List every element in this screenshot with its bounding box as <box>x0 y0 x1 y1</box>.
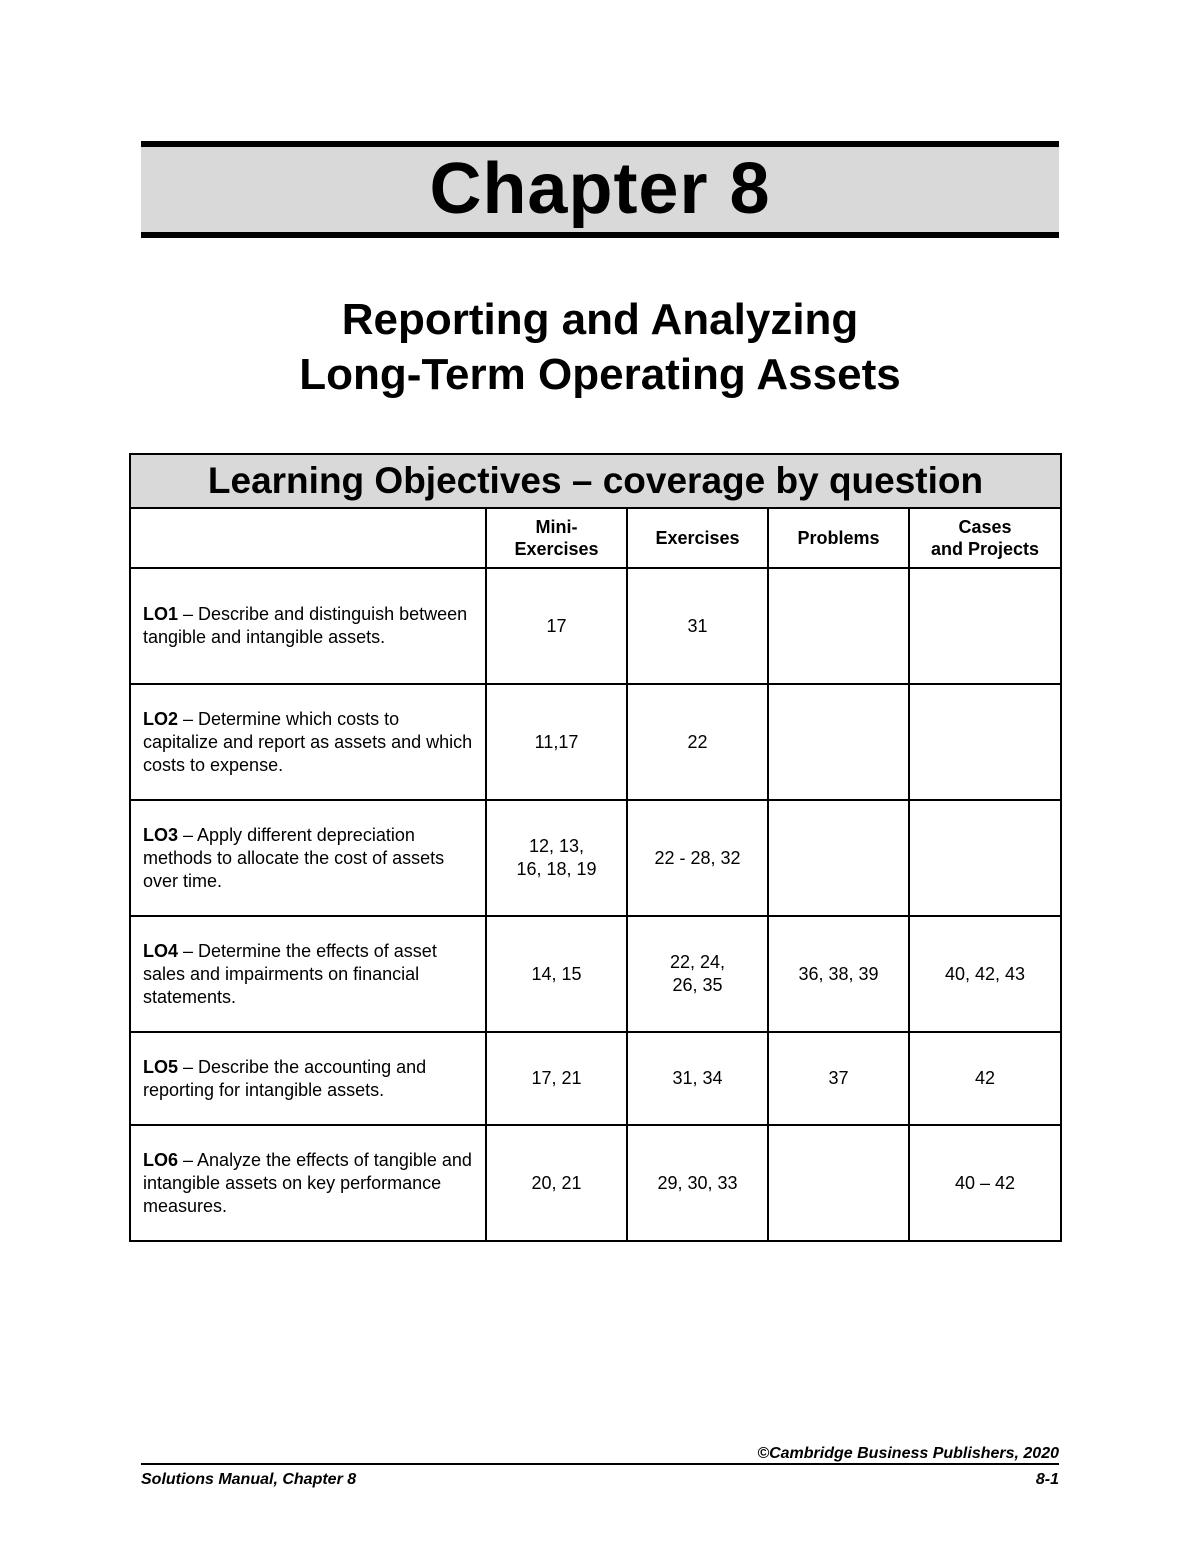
cell-exercises: 31, 34 <box>627 1032 768 1125</box>
header-cases-line1: Cases <box>958 517 1012 537</box>
table-row <box>130 1032 1061 1125</box>
cell-problems: 37 <box>768 1032 909 1125</box>
cell-mini-exercises: 11,17 <box>486 684 627 800</box>
table-row <box>130 568 1061 684</box>
lo-text: – Determine which costs to capitalize and report as assets and which costs to expense. <box>143 708 473 775</box>
cell-mini-exercises: 14, 15 <box>486 916 627 1032</box>
cell-cases <box>909 568 1061 684</box>
cell-cases: 40 – 42 <box>909 1125 1061 1241</box>
learning-objectives-table <box>129 453 1062 1242</box>
cell-cases <box>909 800 1061 916</box>
lo-text: – Describe and distinguish between tangible and intangible assets. <box>143 604 468 647</box>
subtitle-line-1: Reporting and Analyzing <box>341 295 859 344</box>
lo-code: LO4 <box>143 940 179 961</box>
header-mini-exercises-line2: Exercises <box>514 539 599 559</box>
lo-code: LO6 <box>143 1149 179 1170</box>
cell-problems: 36, 38, 39 <box>768 916 909 1032</box>
lo-text: – Analyze the effects of tangible and intangible assets on key performance measures. <box>143 1149 472 1216</box>
row-description <box>130 916 486 1032</box>
cell-mini-exercises <box>486 800 627 916</box>
lo-code: LO5 <box>143 1056 179 1077</box>
lo-code: LO3 <box>143 824 179 845</box>
header-exercises: Exercises <box>627 508 768 568</box>
header-blank <box>130 508 486 568</box>
cell-problems <box>768 684 909 800</box>
row-description <box>130 1032 486 1125</box>
cell-exercises-line1: 22, 24, <box>669 952 726 972</box>
row-description <box>130 800 486 916</box>
cell-mini-exercises: 20, 21 <box>486 1125 627 1241</box>
cell-cases: 42 <box>909 1032 1061 1125</box>
cell-cases <box>909 684 1061 800</box>
lo-code: LO1 <box>143 604 179 624</box>
chapter-subtitle <box>141 292 1059 402</box>
row-description <box>130 684 486 800</box>
table-row <box>130 800 1061 916</box>
lo-text: – Describe the accounting and reporting for intangible assets. <box>143 1056 427 1100</box>
cell-mini-exercises: 17, 21 <box>486 1032 627 1125</box>
row-description <box>130 568 486 684</box>
footer-copyright: ©Cambridge Business Publishers, 2020 <box>757 1445 1059 1462</box>
subtitle-line-2: Long-Term Operating Assets <box>299 350 901 399</box>
lo-text: – Determine the effects of asset sales and impairments on financial statements. <box>143 940 437 1007</box>
cell-exercises: 29, 30, 33 <box>627 1125 768 1241</box>
footer-page-number: 8-1 <box>1035 1471 1059 1488</box>
table-row <box>130 684 1061 800</box>
cell-problems <box>768 568 909 684</box>
cell-exercises: 31 <box>627 568 768 684</box>
cell-problems <box>768 800 909 916</box>
header-mini-exercises <box>486 508 627 568</box>
cell-mini-exercises-line2: 16, 18, 19 <box>516 859 597 879</box>
cell-exercises: 22 - 28, 32 <box>627 800 768 916</box>
header-cases <box>909 508 1061 568</box>
lo-text: – Apply different depreciation methods to allocate the cost of assets over time. <box>143 824 445 891</box>
table-row <box>130 916 1061 1032</box>
chapter-band <box>141 141 1059 238</box>
table-header-row <box>130 508 1061 568</box>
lo-code: LO2 <box>143 708 179 729</box>
row-description <box>130 1125 486 1241</box>
cell-exercises: 22 <box>627 684 768 800</box>
footer-divider <box>141 1463 1059 1465</box>
footer-manual-title: Solutions Manual, Chapter 8 <box>141 1471 357 1488</box>
cell-exercises-line2: 26, 35 <box>672 975 723 995</box>
cell-mini-exercises: 17 <box>486 568 627 684</box>
header-cases-line2: and Projects <box>930 539 1040 559</box>
cell-problems <box>768 1125 909 1241</box>
header-mini-exercises-line1: Mini- <box>535 517 578 537</box>
header-problems: Problems <box>768 508 909 568</box>
cell-exercises <box>627 916 768 1032</box>
chapter-title: Chapter 8 <box>429 149 771 229</box>
table-row <box>130 1125 1061 1241</box>
table-banner: Learning Objectives – coverage by question <box>130 454 1061 508</box>
cell-mini-exercises-line1: 12, 13, <box>528 836 585 856</box>
cell-cases: 40, 42, 43 <box>909 916 1061 1032</box>
